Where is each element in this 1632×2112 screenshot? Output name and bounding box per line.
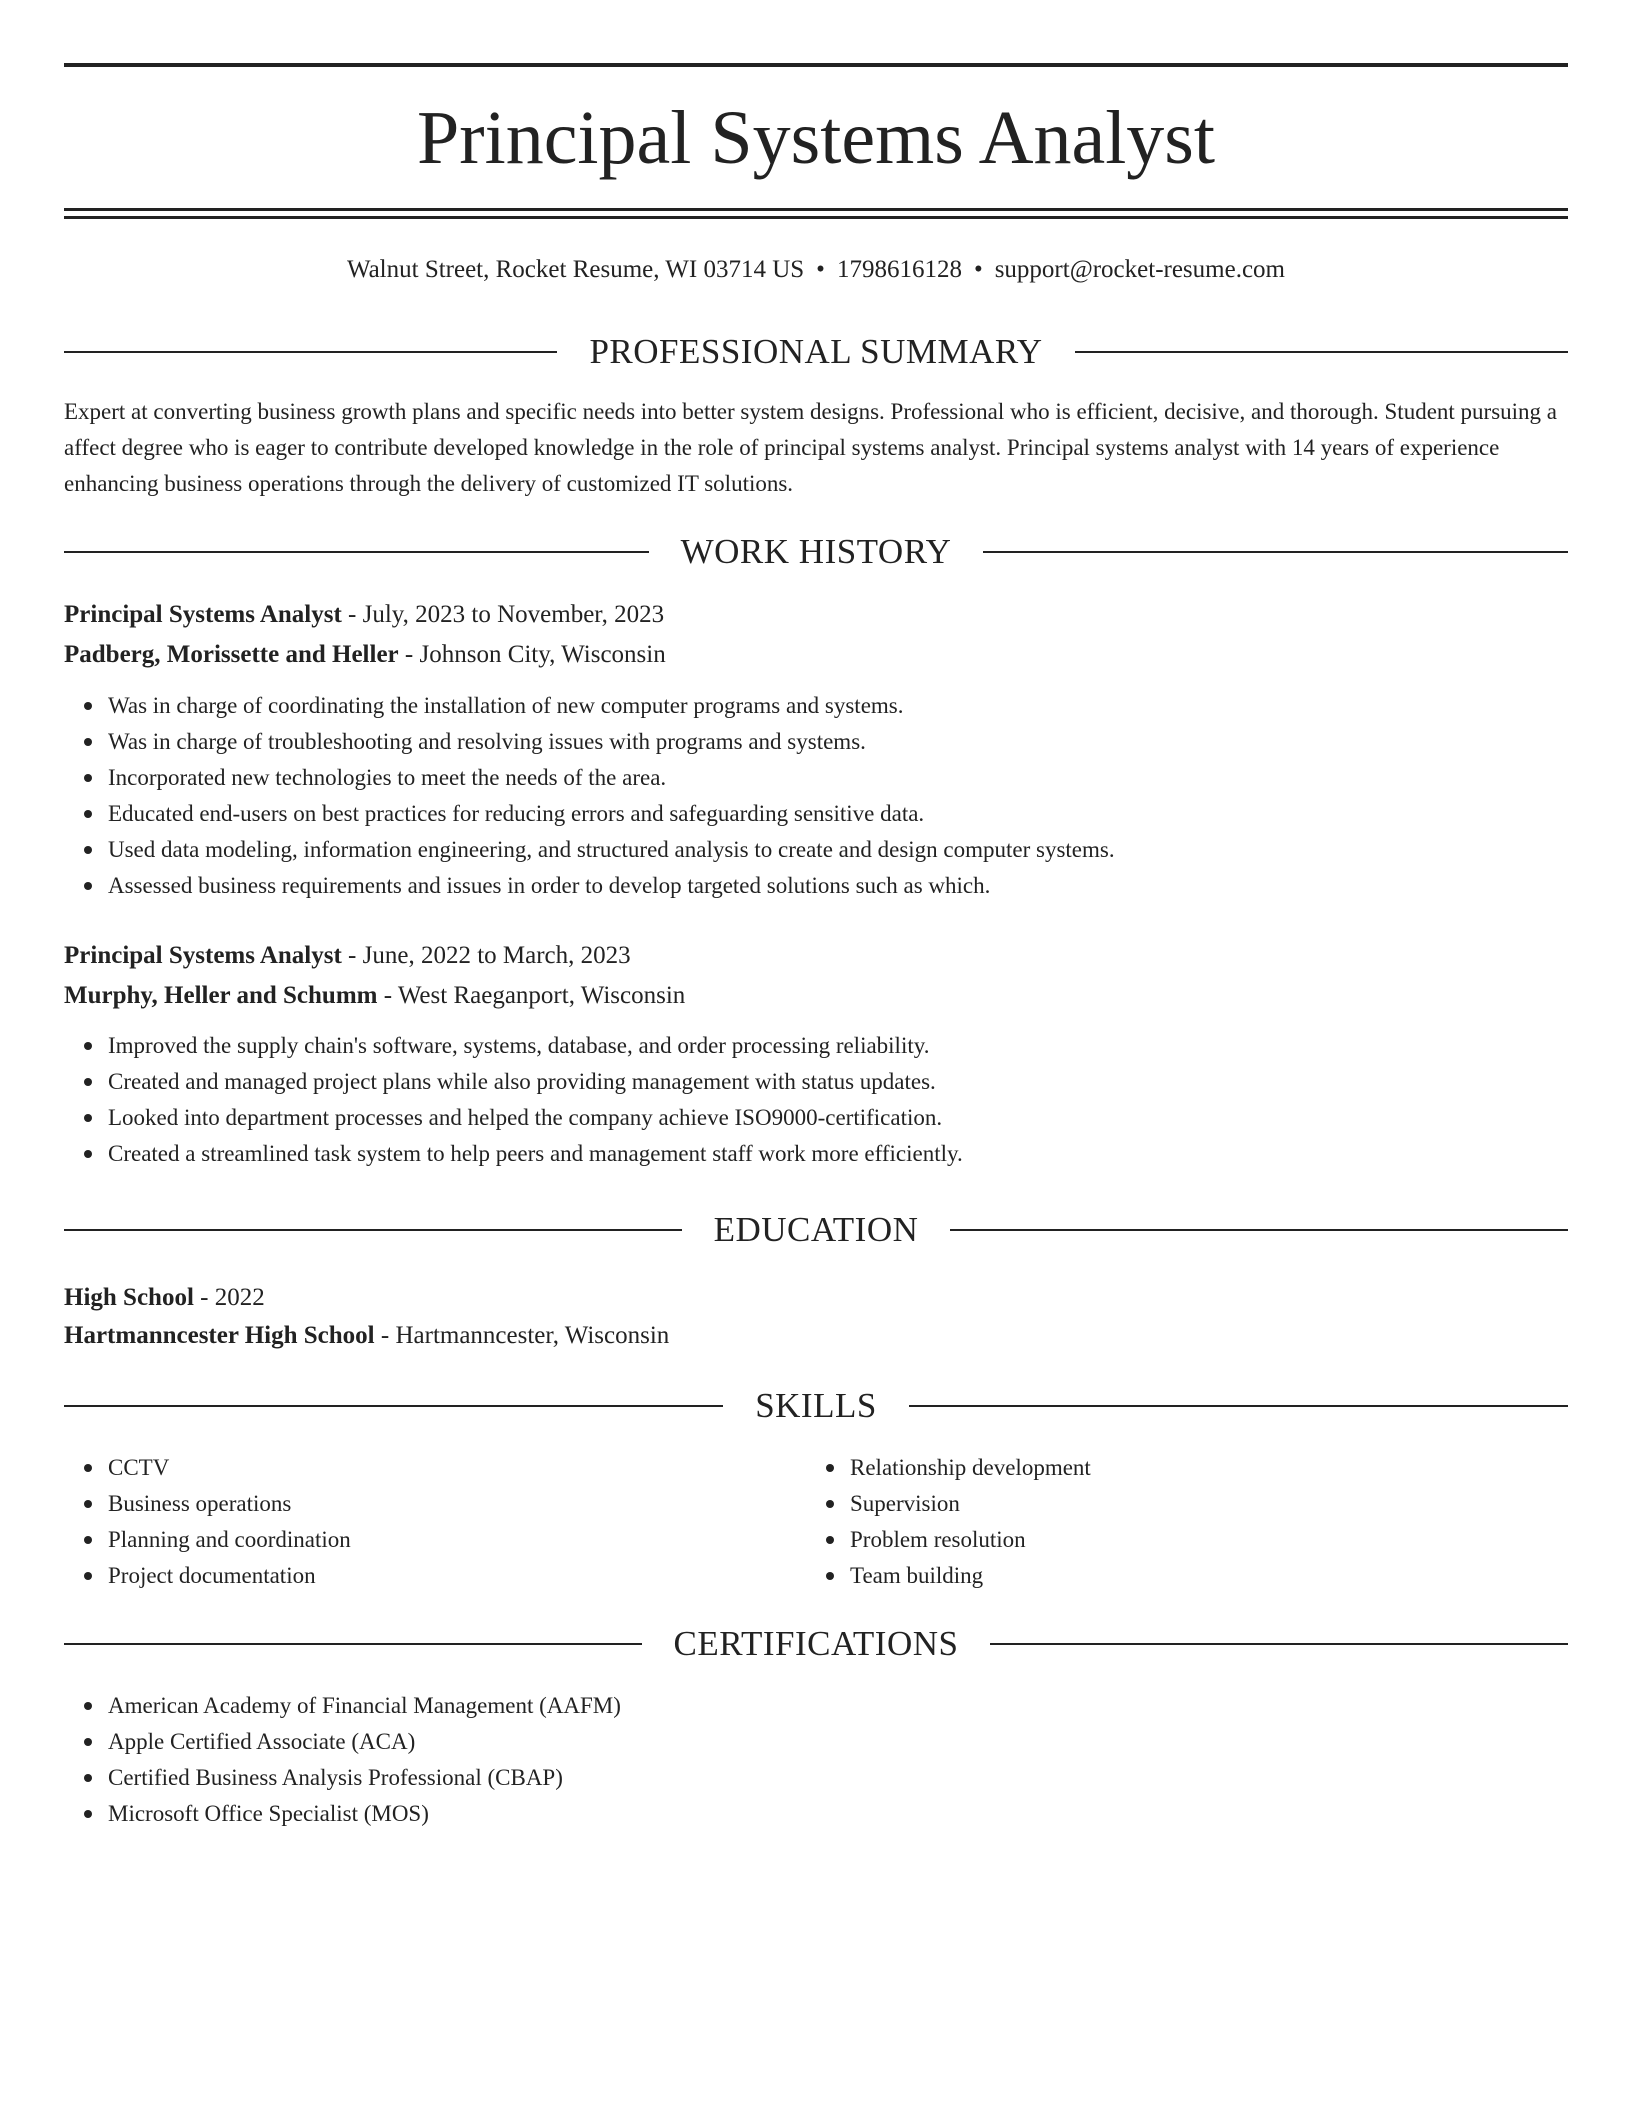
job-location: - West Raeganport, Wisconsin bbox=[377, 982, 686, 1009]
section-heading-education bbox=[64, 1208, 1568, 1252]
education-year: - 2022 bbox=[193, 1284, 265, 1311]
list-item: Microsoft Office Specialist (MOS) bbox=[108, 1796, 621, 1832]
section-heading-skills bbox=[64, 1384, 1568, 1428]
list-item: Created a streamlined task system to help peers and management staff work more efficiently. bbox=[108, 1136, 963, 1172]
education-degree-line bbox=[64, 1280, 1568, 1316]
section-title: PROFESSIONAL SUMMARY bbox=[589, 332, 1043, 371]
heading-rule bbox=[909, 1405, 1568, 1407]
job-company-line bbox=[64, 637, 1568, 673]
job-title-line bbox=[64, 938, 1568, 974]
list-item: Team building bbox=[850, 1558, 1091, 1594]
header-double-rule-upper bbox=[64, 208, 1568, 211]
summary-text: Expert at converting business growth plans and specific needs into better system designs. Professional who is efficient, decisive, and thorough. Student pursuing a affect degree who is eager to contribute developed knowledge in the role of principal systems analyst. Principal systems analyst with 14 years of experience enhancing business operations through the delivery of customized IT solutions. bbox=[64, 399, 1558, 496]
header-double-rule-lower bbox=[64, 216, 1568, 219]
job-bullet-list bbox=[64, 1028, 963, 1172]
list-item: Used data modeling, information engineering, and structured analysis to create and design computer systems. bbox=[108, 832, 1115, 868]
job-title: Principal Systems Analyst bbox=[64, 601, 342, 628]
skills-list-right bbox=[806, 1450, 1091, 1594]
list-item: Assessed business requirements and issues in order to develop targeted solutions such as which. bbox=[108, 868, 1115, 904]
list-item: Planning and coordination bbox=[108, 1522, 351, 1558]
list-item: Certified Business Analysis Professional (CBAP) bbox=[108, 1760, 621, 1796]
certifications-list bbox=[64, 1688, 621, 1832]
list-item: Looked into department processes and helped the company achieve ISO9000-certification. bbox=[108, 1100, 963, 1136]
list-item: Was in charge of coordinating the installation of new computer programs and systems. bbox=[108, 688, 1115, 724]
list-item: Was in charge of troubleshooting and resolving issues with programs and systems. bbox=[108, 724, 1115, 760]
job-location: - Johnson City, Wisconsin bbox=[398, 641, 666, 668]
heading-rule bbox=[950, 1229, 1568, 1231]
heading-rule bbox=[990, 1643, 1568, 1645]
list-item: Supervision bbox=[850, 1486, 1091, 1522]
contact-email: support@rocket-resume.com bbox=[994, 256, 1285, 283]
section-title: SKILLS bbox=[755, 1386, 877, 1425]
education-degree: High School bbox=[64, 1284, 194, 1311]
list-item: Project documentation bbox=[108, 1558, 351, 1594]
section-title: WORK HISTORY bbox=[680, 532, 952, 571]
job-company-line bbox=[64, 978, 1568, 1014]
list-item: CCTV bbox=[108, 1450, 351, 1486]
section-heading-summary bbox=[64, 330, 1568, 374]
job-dates: - June, 2022 to March, 2023 bbox=[341, 942, 631, 969]
job-company: Padberg, Morissette and Heller bbox=[64, 641, 399, 668]
heading-rule bbox=[1075, 351, 1568, 353]
list-item: Problem resolution bbox=[850, 1522, 1091, 1558]
contact-phone: 1798616128 bbox=[836, 256, 962, 283]
heading-rule bbox=[64, 551, 649, 553]
heading-rule bbox=[64, 1405, 723, 1407]
contact-address: Walnut Street, Rocket Resume, WI 03714 US bbox=[346, 256, 805, 283]
list-item: Created and managed project plans while also providing management with status updates. bbox=[108, 1064, 963, 1100]
job-title-line bbox=[64, 597, 1568, 633]
header-top-rule bbox=[64, 63, 1568, 67]
skills-list-left bbox=[64, 1450, 351, 1594]
section-heading-certifications bbox=[64, 1622, 1568, 1666]
list-item: Business operations bbox=[108, 1486, 351, 1522]
heading-rule bbox=[64, 351, 557, 353]
contact-separator: • bbox=[816, 256, 825, 283]
job-dates: - July, 2023 to November, 2023 bbox=[341, 601, 665, 628]
education-school: Hartmanncester High School bbox=[64, 1322, 375, 1349]
list-item: Relationship development bbox=[850, 1450, 1091, 1486]
list-item: Educated end-users on best practices for reducing errors and safeguarding sensitive data. bbox=[108, 796, 1115, 832]
contact-separator: • bbox=[973, 256, 983, 283]
education-location: - Hartmanncester, Wisconsin bbox=[374, 1322, 670, 1349]
section-title: EDUCATION bbox=[713, 1210, 919, 1249]
job-bullet-list bbox=[64, 688, 1115, 904]
education-school-line bbox=[64, 1318, 1568, 1354]
job-company: Murphy, Heller and Schumm bbox=[64, 982, 378, 1009]
section-heading-work-history bbox=[64, 530, 1568, 574]
contact-line bbox=[64, 252, 1568, 288]
job-title: Principal Systems Analyst bbox=[64, 942, 342, 969]
list-item: American Academy of Financial Management (AAFM) bbox=[108, 1688, 621, 1724]
list-item: Improved the supply chain's software, systems, database, and order processing reliability. bbox=[108, 1028, 963, 1064]
list-item: Apple Certified Associate (ACA) bbox=[108, 1724, 621, 1760]
heading-rule bbox=[983, 551, 1568, 553]
heading-rule bbox=[64, 1229, 682, 1231]
heading-rule bbox=[64, 1643, 642, 1645]
resume-title: Principal Systems Analyst bbox=[417, 96, 1215, 180]
list-item: Incorporated new technologies to meet the needs of the area. bbox=[108, 760, 1115, 796]
section-title: CERTIFICATIONS bbox=[673, 1624, 959, 1663]
